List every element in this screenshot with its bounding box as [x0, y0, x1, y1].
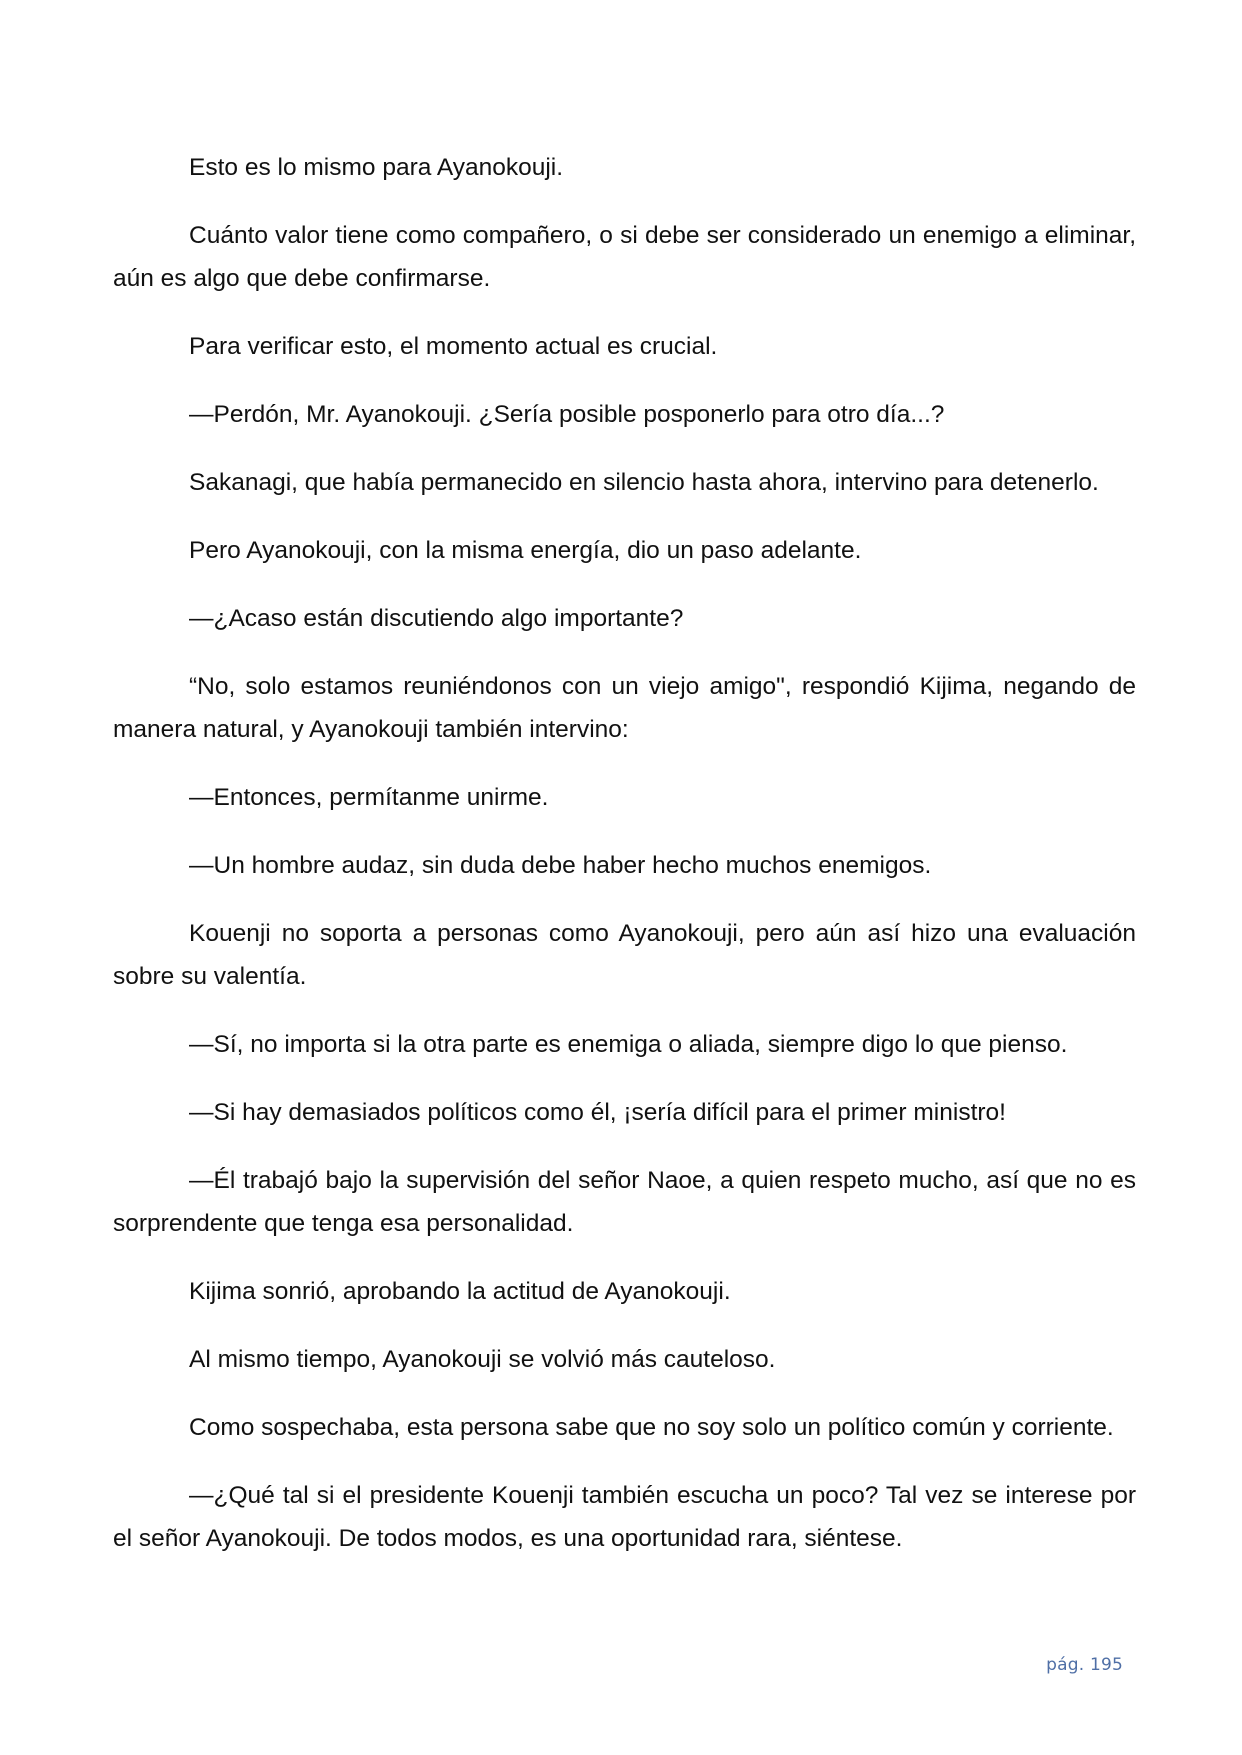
- paragraph: Esto es lo mismo para Ayanokouji.: [189, 154, 564, 181]
- paragraph: —Él trabajó bajo la supervisión del señor Naoe, a quien respeto mucho, así que no es sorprendente que tenga esa personalidad.: [113, 1167, 1136, 1237]
- paragraph: Cuánto valor tiene como compañero, o si debe ser considerado un enemigo a eliminar, aún es algo que debe confirmarse.: [113, 222, 1136, 292]
- paragraph: —Entonces, permítanme unirme.: [189, 784, 549, 811]
- paragraph: Sakanagi, que había permanecido en silencio hasta ahora, intervino para detenerlo.: [189, 469, 1099, 496]
- paragraph: Kouenji no soporta a personas como Ayanokouji, pero aún así hizo una evaluación sobre su valentía.: [113, 920, 1136, 990]
- paragraph: “No, solo estamos reuniéndonos con un viejo amigo", respondió Kijima, negando de manera natural, y Ayanokouji también intervino:: [113, 673, 1136, 743]
- body-text: [113, 146, 1136, 1585]
- paragraph: Para verificar esto, el momento actual es crucial.: [189, 333, 718, 360]
- page-number: pág. 195: [1046, 1655, 1123, 1675]
- paragraph: Pero Ayanokouji, con la misma energía, dio un paso adelante.: [189, 537, 862, 564]
- paragraph: —¿Qué tal si el presidente Kouenji también escucha un poco? Tal vez se interese por el señor Ayanokouji. De todos modos, es una oportunidad rara, siéntese.: [113, 1482, 1136, 1552]
- paragraph: Al mismo tiempo, Ayanokouji se volvió más cauteloso.: [189, 1346, 776, 1373]
- paragraph: Kijima sonrió, aprobando la actitud de Ayanokouji.: [189, 1278, 731, 1305]
- paragraph: —Un hombre audaz, sin duda debe haber hecho muchos enemigos.: [189, 852, 932, 879]
- paragraph: —¿Acaso están discutiendo algo importante?: [189, 605, 684, 632]
- paragraph: —Si hay demasiados políticos como él, ¡sería difícil para el primer ministro!: [189, 1099, 1006, 1126]
- paragraph: Como sospechaba, esta persona sabe que no soy solo un político común y corriente.: [189, 1414, 1114, 1441]
- paragraph: —Sí, no importa si la otra parte es enemiga o aliada, siempre digo lo que pienso.: [189, 1031, 1068, 1058]
- paragraph: —Perdón, Mr. Ayanokouji. ¿Sería posible posponerlo para otro día...?: [189, 401, 945, 428]
